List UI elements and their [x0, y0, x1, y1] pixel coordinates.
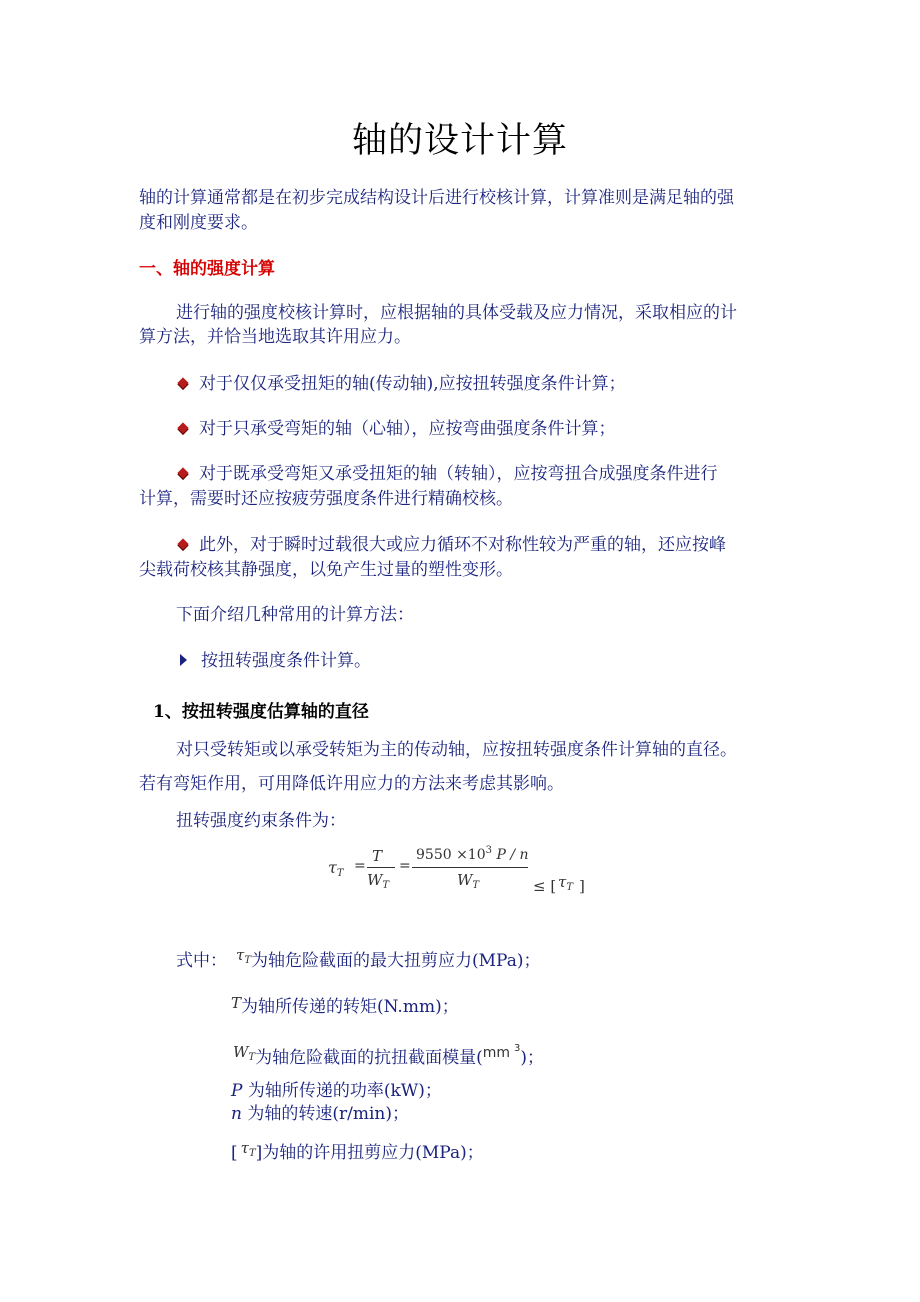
def-text: 为轴所传递的转矩(N.mm)； — [241, 997, 459, 1017]
formula-eq: = — [354, 858, 366, 874]
triangle-bullet-icon — [180, 654, 187, 666]
def-T — [231, 992, 459, 1017]
bullet-item — [179, 369, 626, 394]
fraction-bar — [367, 867, 395, 868]
diamond-bullet-icon — [177, 467, 188, 478]
def-text: 为轴所传递的功率(kW)； — [247, 1081, 442, 1101]
bullet-text: 对于只承受弯矩的轴（心轴），应按弯曲强度条件计算； — [199, 419, 616, 439]
def-n — [231, 1099, 409, 1124]
def-W: $W_T$为轴危险截面的抗扭截面模量($^{mm ^3}$)； — [233, 1043, 545, 1068]
where-label: 式中： — [176, 951, 227, 971]
subsection-heading: 1、按扭转强度估算轴的直径 — [153, 702, 369, 722]
method-item — [180, 646, 371, 671]
intro-line-1: 轴的计算通常都是在初步完成结构设计后进行校核计算，计算准则是满足轴的强 — [139, 188, 734, 208]
formula-W: $W_T$ — [457, 871, 480, 891]
bullet-text: 对于既承受弯矩又承受扭矩的轴（转轴），应按弯扭合成强度条件进行 — [199, 464, 718, 484]
formula-leq: ≤ [ — [533, 877, 557, 895]
def-tau — [236, 946, 540, 972]
bullet-text-cont: 计算，需要时还应按疲劳强度条件进行精确校核。 — [139, 489, 513, 509]
para2-line-2: 若有弯矩作用，可用降低许用应力的方法来考虑其影响。 — [139, 774, 564, 794]
symbol-tau: $\tau_T$ — [236, 946, 251, 966]
symbol-W: $W_T$ — [233, 1043, 256, 1063]
symbol-tau: $\tau_T$ — [240, 1139, 256, 1159]
diamond-bullet-icon — [177, 422, 188, 433]
methods-intro: 下面介绍几种常用的计算方法： — [176, 605, 414, 625]
bullet-item — [179, 530, 726, 555]
formula-T: T — [372, 847, 383, 865]
bullet-item — [179, 459, 718, 484]
def-allowable: [ $\tau_T$]为轴的许用扭剪应力(MPa)； — [231, 1139, 484, 1163]
def-text: 为轴的转速(r/min)； — [247, 1104, 409, 1124]
torsion-formula — [326, 843, 596, 903]
intro-line-2: 度和刚度要求。 — [139, 213, 258, 233]
bullet-text-cont: 尖载荷校核其静强度，以免产生过量的塑性变形。 — [139, 560, 513, 580]
para1-line-2: 算方法，并恰当地选取其许用应力。 — [139, 327, 411, 347]
bullet-item — [179, 414, 616, 439]
para1-line-1: 进行轴的强度校核计算时，应根据轴的具体受载及应力情况，采取相应的计 — [176, 303, 737, 323]
symbol-P: P — [231, 1081, 243, 1101]
formula-tau: $\tau_T$ — [328, 858, 344, 879]
formula-numerator: $9550 \times 10^3$ P / n — [416, 845, 529, 863]
section-heading-strength: 一、轴的强度计算 — [139, 259, 275, 279]
diamond-bullet-icon — [177, 538, 188, 549]
fraction-bar — [412, 867, 528, 868]
def-text: 为轴危险截面的最大扭剪应力(MPa)； — [250, 951, 541, 971]
def-text: ]为轴的许用扭剪应力(MPa)； — [255, 1143, 484, 1163]
method-text: 按扭转强度条件计算。 — [201, 651, 371, 671]
bullet-text: 此外，对于瞬时过载很大或应力循环不对称性较为严重的轴，还应按峰 — [199, 535, 726, 555]
bullet-text: 对于仅仅承受扭矩的轴(传动轴),应按扭转强度条件计算； — [199, 374, 626, 394]
symbol-n: n — [231, 1104, 242, 1124]
def-P — [231, 1076, 442, 1101]
formula-tau: $\tau_T$ — [558, 873, 573, 893]
diamond-bullet-icon — [177, 377, 188, 388]
formula-eq: = — [399, 858, 411, 874]
formula-W: $W_T$ — [367, 871, 390, 891]
page-title: 轴的设计计算 — [351, 121, 568, 161]
para2-line-1: 对只受转矩或以承受转矩为主的传动轴，应按扭转强度条件计算轴的直径。 — [176, 740, 737, 760]
unit-mm: mm 3 — [482, 1043, 521, 1061]
def-text: 为轴危险截面的抗扭截面模量( — [255, 1048, 483, 1068]
symbol-T: T — [231, 994, 242, 1012]
condition-label: 扭转强度约束条件为： — [176, 811, 346, 831]
formula-close: ] — [579, 877, 585, 895]
